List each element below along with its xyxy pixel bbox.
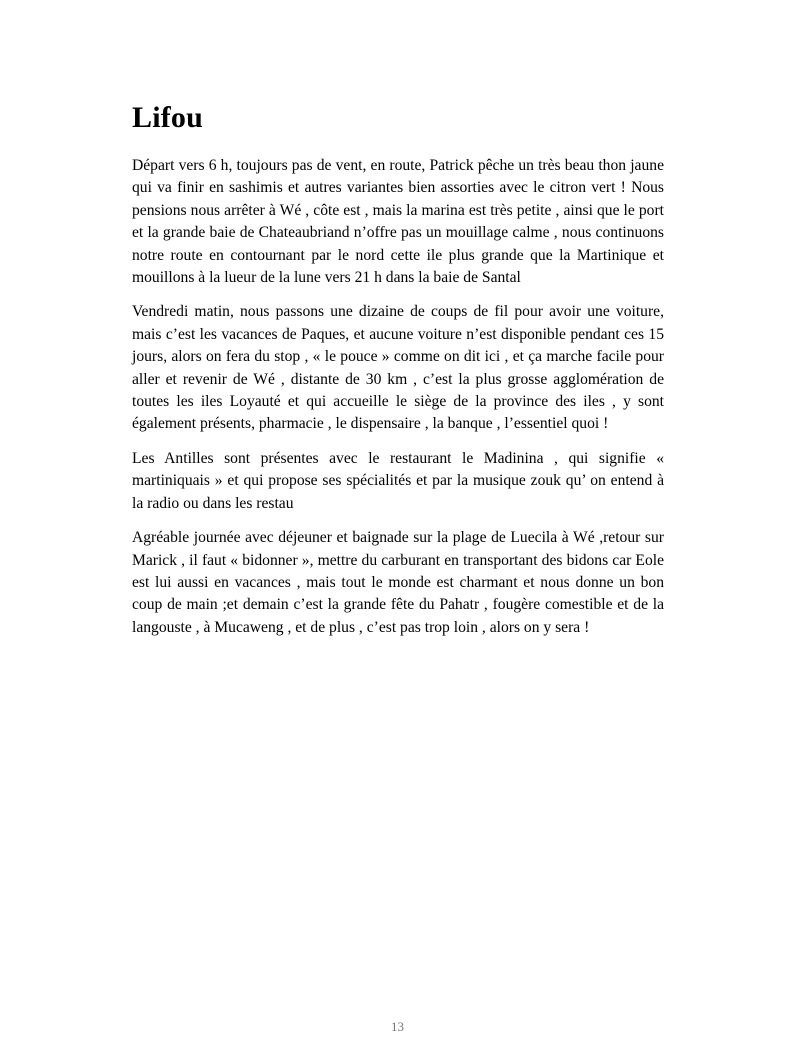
page-number: 13 [391, 1019, 404, 1034]
paragraph-agreable: Agréable journée avec déjeuner et baignade sur la plage de Luecila à Wé ,retour sur Marick , il faut « bidonner », mettre du carburant en transportant des bidons car Eole est lui aussi en vacances , mais tout le monde est charmant et nous donne un bon coup de main ;et demain c’est la grande fête du Pahatr , fougère comestible et de la langouste , à Mucaweng , et de plus , c’est pas trop loin , alors on y sera ! [132, 529, 664, 636]
paragraph-vendredi: Vendredi matin, nous passons une dizaine de coups de fil pour avoir une voiture, mais c’est les vacances de Paques, et aucune voiture n’est disponible pendant ces 15 jours, alors on fera du stop , « le pouce » comme on dit ici , et ça marche facile pour aller et revenir de Wé , distante de 30 km , c’est la plus grosse agglomération de toutes les iles Loyauté et qui accueille le siège de la province des iles , y sont également présents, pharmacie , le dispensaire , la banque , l’essentiel quoi ! [132, 303, 664, 433]
body-text [132, 155, 664, 651]
page-title: Lifou [132, 101, 204, 134]
paragraph-depart: Départ vers 6 h, toujours pas de vent, en route, Patrick pêche un très beau thon jaune qui va finir en sashimis et autres variantes bien assorties avec le citron vert ! Nous pensions nous arrêter à Wé , côte est , mais la marina est très petite , ainsi que le port et la grande baie de Chateaubriand n’offre pas un mouillage calme , nous continuons notre route en contournant par le nord cette ile plus grande que la Martinique et mouillons à la lueur de la lune vers 21 h dans la baie de Santal [132, 157, 664, 287]
paragraph-antilles: Les Antilles sont présentes avec le restaurant le Madinina , qui signifie « martiniquais » et qui propose ses spécialités et par la musique zouk qu’ on entend à la radio ou dans les restau [132, 449, 664, 512]
